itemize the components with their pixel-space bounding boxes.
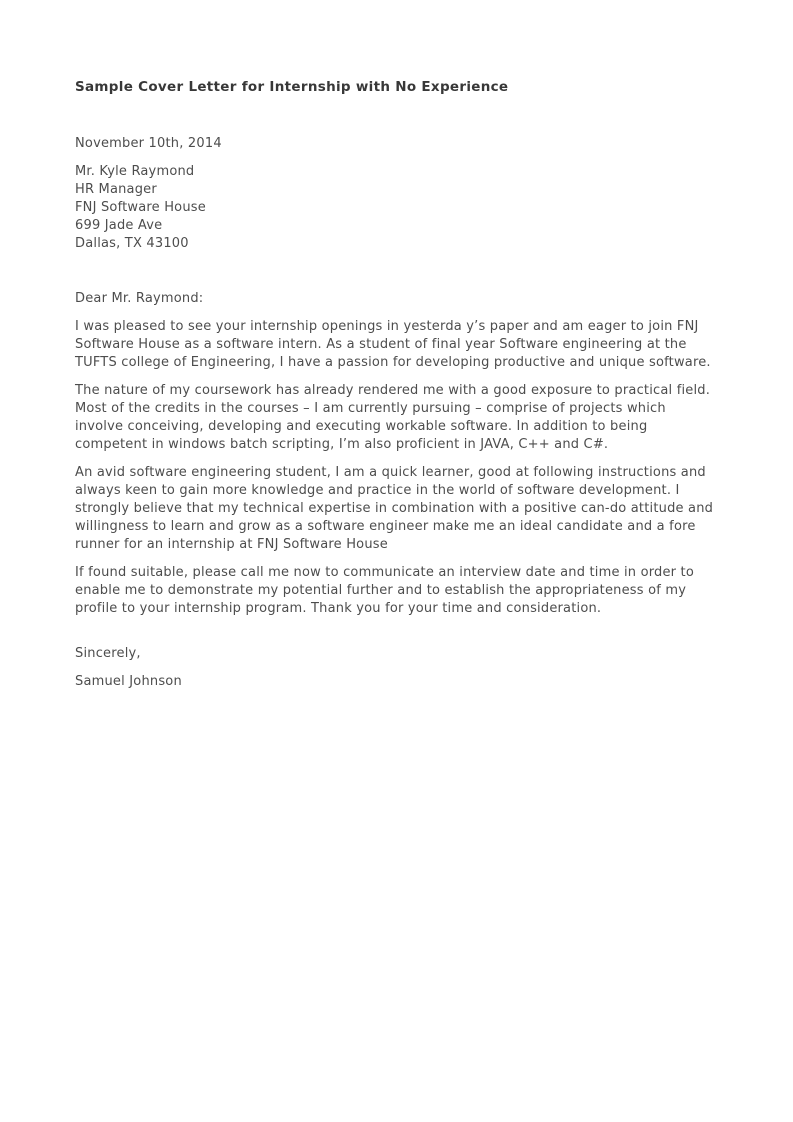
closing: Sincerely, — [75, 646, 141, 661]
body-paragraph-2: The nature of my coursework has already rendered me with a good exposure to practical field. Most of the credits in the courses – I am currently pursuing – comprise of projects which involve conceiving, developing and executing workable software. In addition to being competent in windows batch scripting, I’m also proficient in JAVA, C++ and C#. — [75, 383, 711, 452]
letter-date: November 10th, 2014 — [75, 136, 222, 151]
body-paragraph-4: If found suitable, please call me now to communicate an interview date and time in order to enable me to demonstrate my potential further and to establish the appropriateness of my profile to your internship program. Thank you for your time and consideration. — [75, 565, 695, 616]
recipient-name: Mr. Kyle Raymond — [75, 164, 195, 179]
body-paragraph-3: An avid software engineering student, I am a quick learner, good at following instructions and always keen to gain more knowledge and practice in the world of software development. I strongly believe that my technical expertise in combination with a positive can-do attitude and willingness to learn and grow as a software engineer make me an ideal candidate and a fore runner for an internship at FNJ Software House — [75, 465, 714, 552]
recipient-street: 699 Jade Ave — [75, 218, 163, 233]
recipient-city-state-zip: Dallas, TX 43100 — [75, 236, 189, 251]
recipient-title: HR Manager — [75, 182, 157, 197]
body-paragraph-1: I was pleased to see your internship openings in yesterda y’s paper and am eager to join FNJ Software House as a software intern. As a student of final year Software engineering at the TUFTS college of Engineering, I have a passion for developing productive and unique software. — [75, 319, 711, 370]
recipient-company: FNJ Software House — [75, 200, 206, 215]
recipient-address-block — [75, 163, 715, 253]
salutation: Dear Mr. Raymond: — [75, 291, 204, 306]
signature-name: Samuel Johnson — [75, 674, 182, 689]
page-title: Sample Cover Letter for Internship with No Experience — [75, 79, 509, 95]
